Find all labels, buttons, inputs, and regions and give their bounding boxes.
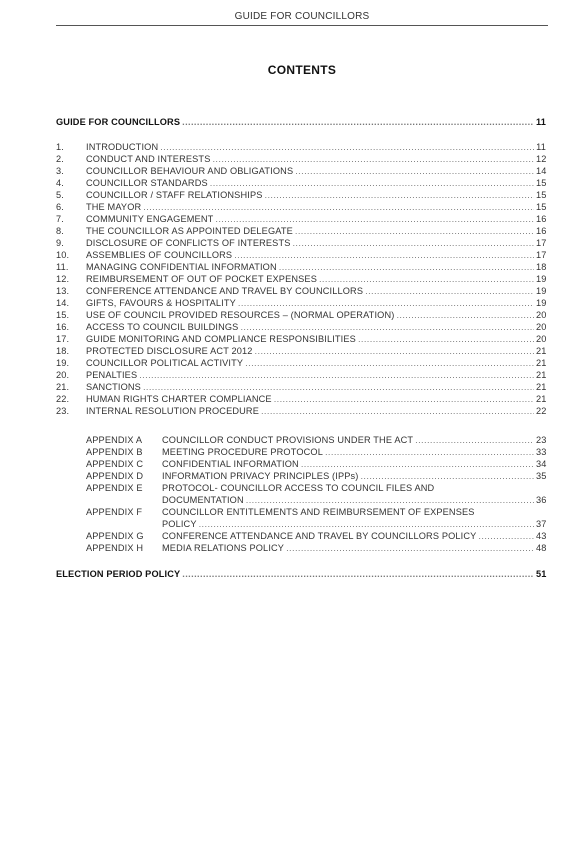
toc-page-number: 21 bbox=[536, 382, 547, 392]
toc-page-number: 19 bbox=[536, 298, 547, 308]
toc-number: 7. bbox=[56, 214, 64, 224]
toc-number: 5. bbox=[56, 190, 64, 200]
toc-entry-title: HUMAN RIGHTS CHARTER COMPLIANCE bbox=[86, 394, 272, 404]
toc-page-number: 11 bbox=[536, 117, 547, 127]
appendix-entry[interactable] bbox=[56, 542, 546, 554]
toc-entry-title: COUNCILLOR STANDARDS bbox=[86, 178, 208, 188]
toc-entry-title: COUNCILLOR / STAFF RELATIONSHIPS bbox=[86, 190, 263, 200]
leader-dots bbox=[478, 530, 534, 542]
toc-number: 17. bbox=[56, 334, 70, 344]
toc-entry[interactable] bbox=[56, 213, 546, 225]
appendix-entry[interactable] bbox=[56, 482, 546, 494]
toc-entry-title: REIMBURSEMENT OF OUT OF POCKET EXPENSES bbox=[86, 274, 317, 284]
appendix-label: APPENDIX E bbox=[86, 483, 143, 493]
leader-dots bbox=[295, 225, 534, 237]
toc-page-number: 12 bbox=[536, 154, 547, 164]
toc-entry[interactable] bbox=[56, 189, 546, 201]
toc-entry[interactable] bbox=[56, 261, 546, 273]
leader-dots bbox=[325, 446, 534, 458]
toc-page-number: 34 bbox=[536, 459, 547, 469]
toc-entry-title: SANCTIONS bbox=[86, 382, 141, 392]
appendix-label: APPENDIX F bbox=[86, 507, 143, 517]
toc-page-number: 11 bbox=[536, 142, 546, 152]
toc-number: 13. bbox=[56, 286, 70, 296]
leader-dots bbox=[415, 434, 534, 446]
leader-dots bbox=[286, 542, 534, 554]
toc-page-number: 19 bbox=[536, 274, 547, 284]
toc-number: 12. bbox=[56, 274, 70, 284]
appendix-entry[interactable] bbox=[56, 530, 546, 542]
toc-page-number: 17 bbox=[536, 250, 547, 260]
toc-entry[interactable] bbox=[56, 297, 546, 309]
leader-dots bbox=[274, 393, 534, 405]
appendix-entry-continuation[interactable] bbox=[162, 494, 546, 506]
leader-dots bbox=[279, 261, 534, 273]
appendix-label: APPENDIX D bbox=[86, 471, 144, 481]
toc-entry-title: GUIDE MONITORING AND COMPLIANCE RESPONSIBILITIES bbox=[86, 334, 356, 344]
appendix-title: PROTOCOL- COUNCILLOR ACCESS TO COUNCIL FILES AND bbox=[162, 483, 435, 493]
leader-dots bbox=[160, 141, 534, 153]
leader-dots bbox=[365, 285, 534, 297]
toc-entry[interactable] bbox=[56, 357, 546, 369]
toc-page-number: 48 bbox=[536, 543, 547, 553]
toc-entry[interactable] bbox=[56, 237, 546, 249]
appendix-entry[interactable] bbox=[56, 470, 546, 482]
appendix-label: APPENDIX C bbox=[86, 459, 144, 469]
toc-page-number: 14 bbox=[536, 166, 547, 176]
appendix-title-continuation: DOCUMENTATION bbox=[162, 495, 244, 505]
toc-page-number: 35 bbox=[536, 471, 547, 481]
toc-number: 14. bbox=[56, 298, 70, 308]
leader-dots bbox=[292, 237, 534, 249]
appendix-title-continuation: POLICY bbox=[162, 519, 197, 529]
toc-page-number: 15 bbox=[536, 178, 547, 188]
toc-number: 21. bbox=[56, 382, 70, 392]
leader-dots bbox=[246, 494, 534, 506]
leader-dots bbox=[215, 213, 534, 225]
appendix-title: COUNCILLOR CONDUCT PROVISIONS UNDER THE ACT bbox=[162, 435, 414, 445]
leader-dots bbox=[182, 568, 534, 580]
appendix-label: APPENDIX H bbox=[86, 543, 144, 553]
toc-number: 15. bbox=[56, 310, 70, 320]
appendix-title: MEETING PROCEDURE PROTOCOL bbox=[162, 447, 323, 457]
toc-page-number: 20 bbox=[536, 334, 547, 344]
leader-dots bbox=[240, 321, 534, 333]
toc-entry[interactable] bbox=[56, 153, 546, 165]
leader-dots bbox=[143, 381, 534, 393]
leader-dots bbox=[139, 369, 534, 381]
toc-entry-title: MANAGING CONFIDENTIAL INFORMATION bbox=[86, 262, 277, 272]
toc-number: 2. bbox=[56, 154, 64, 164]
leader-dots bbox=[319, 273, 534, 285]
leader-dots bbox=[238, 297, 534, 309]
toc-number: 1. bbox=[56, 142, 64, 152]
toc-entry-title: PROTECTED DISCLOSURE ACT 2012 bbox=[86, 346, 253, 356]
toc-entry-title: THE COUNCILLOR AS APPOINTED DELEGATE bbox=[86, 226, 293, 236]
toc-entry-title: COUNCILLOR BEHAVIOUR AND OBLIGATIONS bbox=[86, 166, 294, 176]
toc-number: 3. bbox=[56, 166, 64, 176]
toc-number: 4. bbox=[56, 178, 64, 188]
toc-entry[interactable] bbox=[56, 381, 546, 393]
leader-dots bbox=[396, 309, 534, 321]
toc-number: 18. bbox=[56, 346, 70, 356]
leader-dots bbox=[255, 345, 534, 357]
toc-page-number: 16 bbox=[536, 214, 547, 224]
toc-page-number: 33 bbox=[536, 447, 547, 457]
toc-entry[interactable] bbox=[56, 201, 546, 213]
toc-entry-title: INTRODUCTION bbox=[86, 142, 159, 152]
appendix-label: APPENDIX A bbox=[86, 435, 143, 445]
appendix-entry[interactable] bbox=[56, 434, 546, 446]
appendix-title: CONFIDENTIAL INFORMATION bbox=[162, 459, 299, 469]
toc-entry[interactable] bbox=[56, 249, 546, 261]
appendix-label: APPENDIX G bbox=[86, 531, 144, 541]
toc-number: 19. bbox=[56, 358, 70, 368]
toc-page-number: 15 bbox=[536, 190, 547, 200]
toc-page-number: 37 bbox=[536, 519, 547, 529]
leader-dots bbox=[234, 249, 534, 261]
toc-page-number: 36 bbox=[536, 495, 547, 505]
leader-dots bbox=[360, 470, 534, 482]
toc-page-number: 20 bbox=[536, 310, 547, 320]
toc-entry-title: PENALTIES bbox=[86, 370, 138, 380]
toc-entry-title: DISCLOSURE OF CONFLICTS OF INTERESTS bbox=[86, 238, 291, 248]
toc-entry[interactable] bbox=[56, 393, 546, 405]
appendix-title: CONFERENCE ATTENDANCE AND TRAVEL BY COUNCILLORS POLICY bbox=[162, 531, 477, 541]
toc-entry-title: CONFERENCE ATTENDANCE AND TRAVEL BY COUNCILLORS bbox=[86, 286, 364, 296]
toc-entry[interactable] bbox=[56, 321, 546, 333]
toc-entry[interactable] bbox=[56, 285, 546, 297]
toc-entry[interactable] bbox=[56, 273, 546, 285]
leader-dots bbox=[358, 333, 534, 345]
toc-page-number: 43 bbox=[536, 531, 547, 541]
toc-number: 20. bbox=[56, 370, 70, 380]
toc-page-number: 16 bbox=[536, 226, 547, 236]
appendix-title: INFORMATION PRIVACY PRINCIPLES (IPPs) bbox=[162, 471, 359, 481]
toc-number: 11. bbox=[56, 262, 69, 272]
appendix-entry[interactable] bbox=[56, 446, 546, 458]
leader-dots bbox=[210, 177, 534, 189]
toc-number: 16. bbox=[56, 322, 70, 332]
toc-page-number: 21 bbox=[536, 394, 547, 404]
leader-dots bbox=[301, 458, 534, 470]
toc-entry[interactable] bbox=[56, 165, 546, 177]
toc-entry[interactable] bbox=[56, 309, 546, 321]
appendix-title: MEDIA RELATIONS POLICY bbox=[162, 543, 285, 553]
appendix-entry-continuation[interactable] bbox=[162, 518, 546, 530]
toc-entry[interactable] bbox=[56, 369, 546, 381]
toc-entry-title: ACCESS TO COUNCIL BUILDINGS bbox=[86, 322, 239, 332]
toc-entry[interactable] bbox=[56, 345, 546, 357]
leader-dots bbox=[265, 189, 535, 201]
leader-dots bbox=[182, 116, 534, 128]
toc-number: 9. bbox=[56, 238, 64, 248]
toc-entry-title: COUNCILLOR POLITICAL ACTIVITY bbox=[86, 358, 244, 368]
toc-entry-title: USE OF COUNCIL PROVIDED RESOURCES – (NORMAL OPERATION) bbox=[86, 310, 395, 320]
toc-page-number: 19 bbox=[536, 286, 547, 296]
toc-entry-title: THE MAYOR bbox=[86, 202, 142, 212]
toc-entry[interactable] bbox=[56, 141, 546, 153]
toc-entry-guide[interactable] bbox=[56, 116, 546, 128]
toc-entry-election[interactable] bbox=[56, 568, 546, 580]
toc-page-number: 20 bbox=[536, 322, 547, 332]
toc-entry[interactable] bbox=[56, 405, 546, 417]
toc-page-number: 21 bbox=[536, 346, 547, 356]
toc-entry-title: INTERNAL RESOLUTION PROCEDURE bbox=[86, 406, 259, 416]
toc-entry-title: GUIDE FOR COUNCILLORS bbox=[56, 117, 181, 127]
toc-entry[interactable] bbox=[56, 333, 546, 345]
appendix-label: APPENDIX B bbox=[86, 447, 143, 457]
toc-entry-title: ASSEMBLIES OF COUNCILLORS bbox=[86, 250, 233, 260]
toc-number: 23. bbox=[56, 406, 70, 416]
toc-entry-title: CONDUCT AND INTERESTS bbox=[86, 154, 211, 164]
running-header: GUIDE FOR COUNCILLORS bbox=[234, 11, 370, 22]
header-divider bbox=[56, 25, 548, 26]
appendix-entry[interactable] bbox=[56, 506, 546, 518]
toc-number: 10. bbox=[56, 250, 70, 260]
toc-page-number: 51 bbox=[536, 569, 547, 579]
toc-page-number: 21 bbox=[536, 370, 547, 380]
toc-number: 22. bbox=[56, 394, 70, 404]
toc-entry-title: ELECTION PERIOD POLICY bbox=[56, 569, 181, 579]
appendix-entry[interactable] bbox=[56, 458, 546, 470]
toc-page-number: 23 bbox=[536, 435, 547, 445]
toc-entry-title: COMMUNITY ENGAGEMENT bbox=[86, 214, 214, 224]
toc-number: 8. bbox=[56, 226, 64, 236]
leader-dots bbox=[143, 201, 534, 213]
toc-page-number: 15 bbox=[536, 202, 547, 212]
toc-page-number: 17 bbox=[536, 238, 547, 248]
leader-dots bbox=[261, 405, 534, 417]
toc-page-number: 18 bbox=[536, 262, 547, 272]
leader-dots bbox=[245, 357, 534, 369]
leader-dots bbox=[295, 165, 534, 177]
toc-entry[interactable] bbox=[56, 177, 546, 189]
toc-entry[interactable] bbox=[56, 225, 546, 237]
leader-dots bbox=[212, 153, 534, 165]
page-title: CONTENTS bbox=[267, 63, 337, 77]
toc-number: 6. bbox=[56, 202, 64, 212]
toc-page-number: 22 bbox=[536, 406, 547, 416]
leader-dots bbox=[199, 518, 534, 530]
toc-entry-title: GIFTS, FAVOURS & HOSPITALITY bbox=[86, 298, 236, 308]
appendix-title: COUNCILLOR ENTITLEMENTS AND REIMBURSEMENT OF EXPENSES bbox=[162, 507, 475, 517]
toc-page-number: 21 bbox=[536, 358, 547, 368]
